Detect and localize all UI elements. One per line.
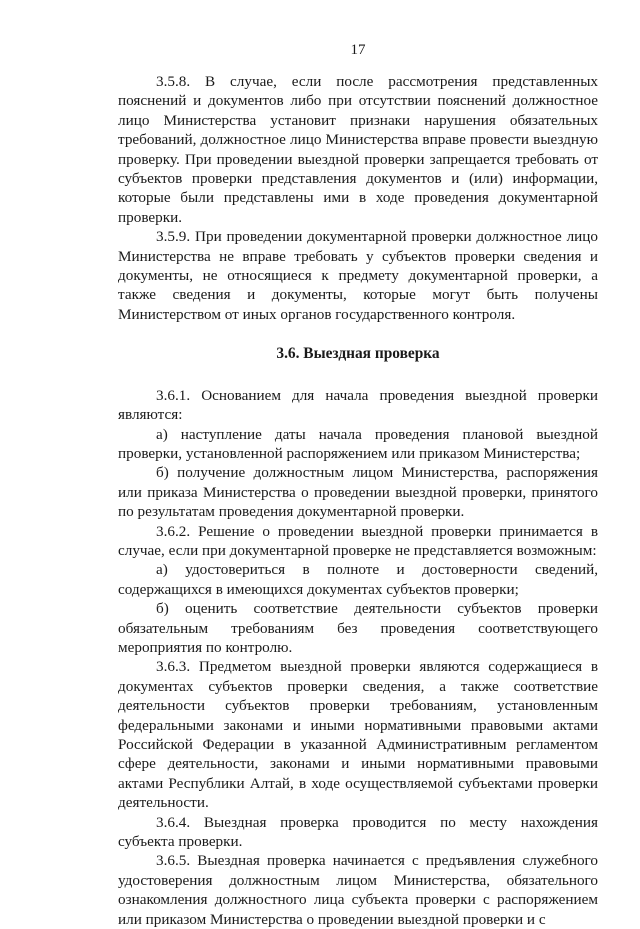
paragraph-3-6-3: 3.6.3. Предметом выездной проверки являются содержащиеся в документах субъектов проверки сведения, а также соответствие деятельности субъектов проверки требованиям, установленным федеральными законами и иными нормативными правовыми актами Российской Федерации в указанной Административным регламентом сфере деятельности, законами и иными нормативными правовыми актами Республики Алтай, в ходе осуществляемой субъектами проверки деятельности. [118,658,598,812]
paragraph-3-6-1-a: а) наступление даты начала проведения плановой выездной проверки, установленной распоряжением или приказом Министерства; [118,425,598,462]
document-page [118,40,598,929]
paragraph-3-6-2: 3.6.2. Решение о проведении выездной проверки принимается в случае, если при документарной проверке не представляется возможным: [118,522,598,559]
paragraph-3-5-9: 3.5.9. При проведении документарной проверки должностное лицо Министерства не вправе требовать у субъектов проверки сведения и документы, не относящиеся к предмету документарной проверки, а также сведения и документы, которые могут быть получены Министерством от иных органов государственного контроля. [118,228,598,323]
paragraph-3-6-1-b: б) получение должностным лицом Министерства, распоряжения или приказа Министерства о проведении выездной проверки, принятого по результатам проведения документарной проверки. [118,464,598,521]
paragraph-3-5-8: 3.5.8. В случае, если после рассмотрения представленных пояснений и документов либо при отсутствии пояснений должностное лицо Министерства установит признаки нарушения обязательных требований, должностное лицо Министерства вправе провести выездную проверку. При проведении выездной проверки запрещается требовать от субъектов проверки представления документов и (или) информации, которые были представлены ими в ходе проведения документарной проверки. [118,73,598,226]
paragraph-3-6-2-b: б) оценить соответствие деятельности субъектов проверки обязательным требованиям без проведения соответствующего мероприятия по контролю. [118,600,598,656]
paragraph-3-6-2-a: а) удостовериться в полноте и достоверности сведений, содержащихся в имеющихся документах субъектов проверки; [118,561,598,598]
paragraph-3-6-1: 3.6.1. Основанием для начала проведения выездной проверки являются: [118,386,598,424]
page-number: 17 [350,42,366,58]
paragraph-3-6-5: 3.6.5. Выездная проверка начинается с предъявления служебного удостоверения должностным лицом Министерства, обязательного ознакомления должностного лица субъекта проверки с распоряжением или приказом Министерства о проведении выездной проверки и с [118,852,598,928]
paragraph-3-6-4: 3.6.4. Выездная проверка проводится по месту нахождения субъекта проверки. [118,813,598,851]
section-heading: 3.6. Выездная проверка [276,345,440,363]
